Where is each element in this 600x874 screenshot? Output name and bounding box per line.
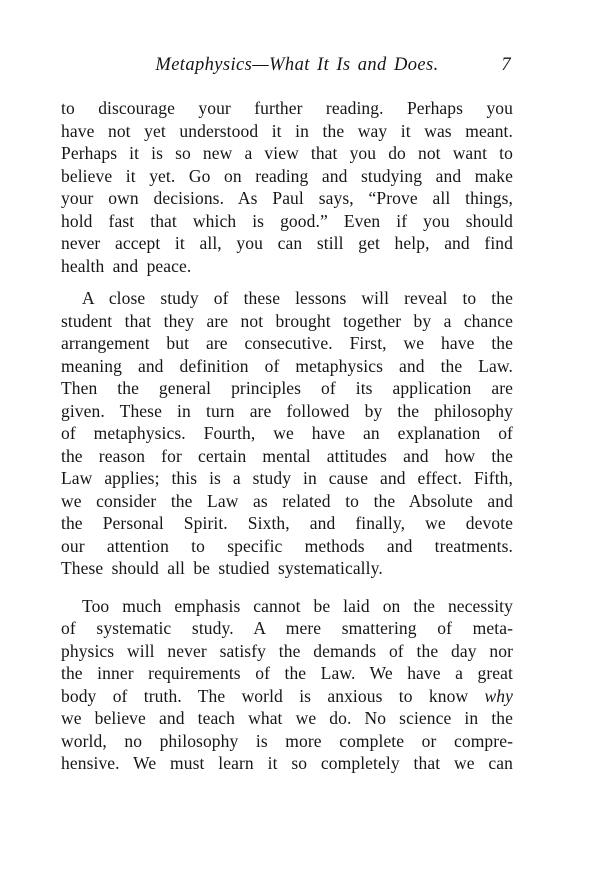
text-line: meaning and definition of metaphysics and the Law.: [61, 355, 513, 376]
text-line: the Personal Spirit. Sixth, and finally, we devote: [61, 513, 513, 533]
running-header: [61, 54, 513, 77]
paragraph: [61, 97, 513, 277]
text-line: Then the general principles of its application are: [61, 378, 513, 398]
text-line: These should all be studied systematically.: [61, 558, 383, 578]
text-line: hold fast that which is good.” Even if you should: [61, 210, 513, 231]
text-line: our attention to specific methods and treatments.: [61, 535, 513, 556]
text-line: Too much emphasis cannot be laid on the necessity: [82, 595, 513, 616]
text-line: we believe and teach what we do. No science in the: [61, 708, 513, 728]
text-line: of systematic study. A mere smattering of meta-: [61, 618, 513, 638]
text-line: arrangement but are consecutive. First, we have the: [61, 333, 513, 353]
body-text: [61, 97, 513, 775]
text-line: the reason for certain mental attitudes and how the: [61, 445, 513, 466]
chapter-title: Metaphysics—What It Is and Does.: [155, 55, 439, 75]
paragraph: [61, 287, 513, 580]
text-line: [61, 685, 513, 708]
text-line: A close study of these lessons will reveal to the: [82, 288, 513, 308]
book-page: [61, 0, 513, 775]
emphasized-text: why: [484, 685, 513, 706]
text-line: health and peace.: [61, 255, 192, 276]
text-line: Law applies; this is a study in cause and effect. Fifth,: [61, 468, 513, 488]
text-line: physics will never satisfy the demands of the day nor: [61, 640, 513, 661]
page-number: 7: [501, 55, 511, 75]
text-line: hensive. We must learn it so completely that we can: [61, 753, 513, 773]
text-line: to discourage your further reading. Perhaps you: [61, 98, 513, 118]
text-line: of metaphysics. Fourth, we have an explanation of: [61, 423, 513, 443]
text-line: your own decisions. As Paul says, “Prove all things,: [61, 188, 513, 208]
paragraph: [61, 595, 513, 775]
text-line: world, no philosophy is more complete or compre-: [61, 730, 513, 751]
text-line: the inner requirements of the Law. We have a great: [61, 663, 513, 683]
text-line: given. These in turn are followed by the philosophy: [61, 400, 513, 421]
text-line: student that they are not brought together by a chance: [61, 310, 513, 331]
text-line: believe it yet. Go on reading and studying and make: [61, 165, 513, 186]
text-line: have not yet understood it in the way it was meant.: [61, 120, 513, 141]
text-segment: body of truth. The world is anxious to know: [61, 685, 485, 706]
text-line: we consider the Law as related to the Absolute and: [61, 490, 513, 511]
text-line: never accept it all, you can still get help, and find: [61, 233, 513, 253]
text-line: Perhaps it is so new a view that you do not want to: [61, 143, 513, 163]
